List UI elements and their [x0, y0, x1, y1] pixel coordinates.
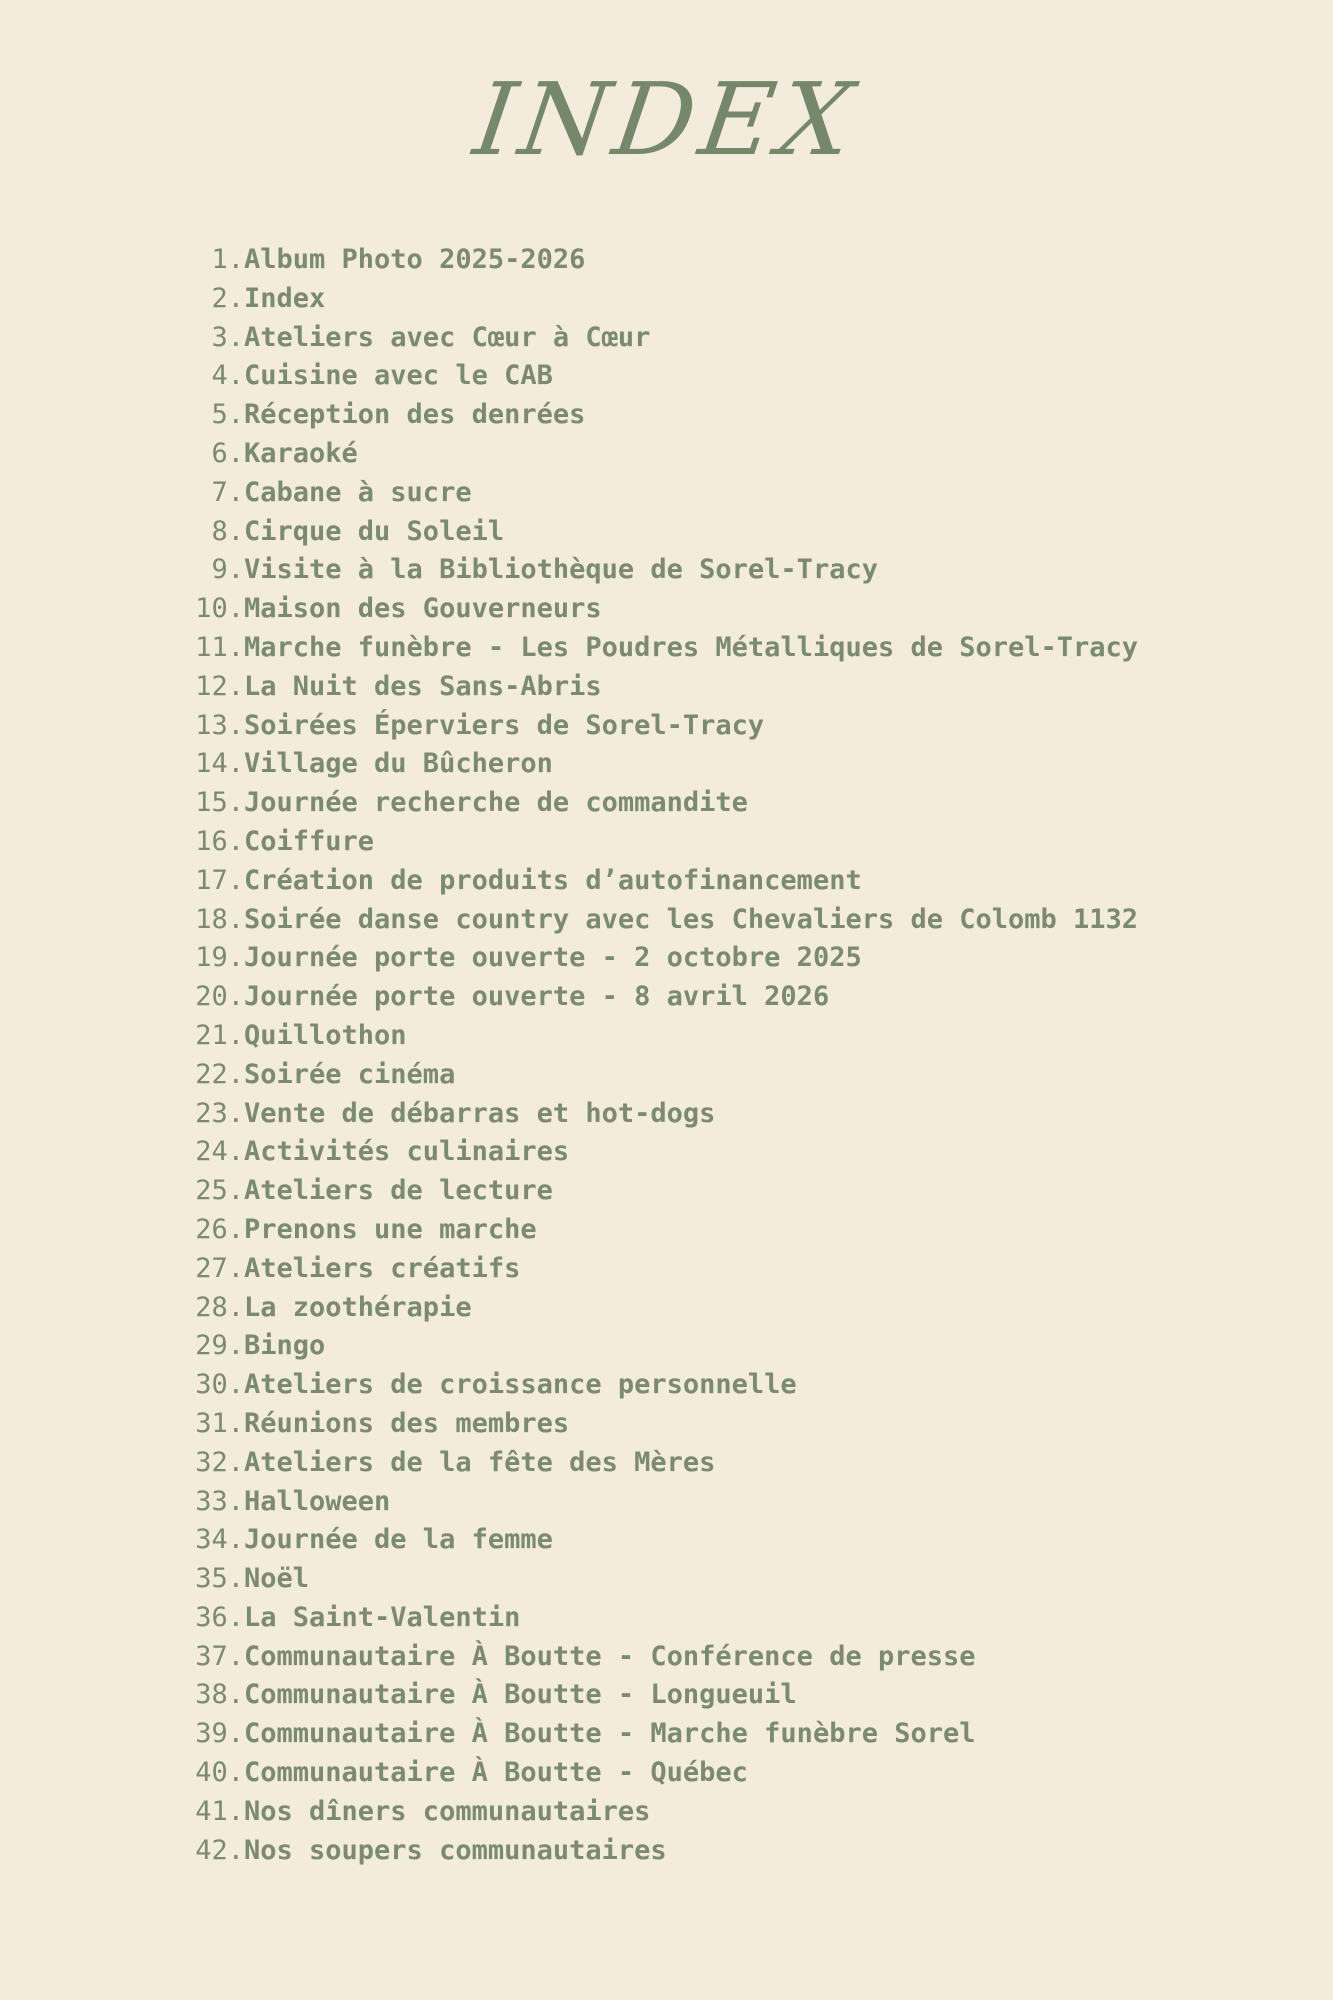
index-item-label: Album Photo 2025-2026 [244, 244, 586, 275]
index-item-number: 34. [195, 1524, 244, 1556]
index-item-number: 32. [195, 1446, 244, 1478]
index-item [180, 1172, 1138, 1211]
page-title: INDEX [467, 61, 866, 178]
index-item [180, 1405, 1138, 1444]
index-item-number: 12. [195, 670, 244, 702]
index-item [180, 1133, 1138, 1172]
index-item [180, 396, 1138, 435]
index-item [180, 629, 1138, 668]
index-item-number: 3. [211, 321, 244, 353]
index-item [180, 1327, 1138, 1366]
index-item-label: Prenons une marche [244, 1213, 537, 1245]
index-item [180, 319, 1138, 358]
index-item [180, 978, 1138, 1017]
index-item [180, 668, 1138, 707]
index-item-label: Soirées Éperviers de Sorel-Tracy [244, 709, 765, 741]
index-item [180, 1521, 1138, 1560]
index-item-number: 36. [195, 1601, 244, 1633]
index-item [180, 1599, 1138, 1638]
index-item-label: Village du Bûcheron [244, 748, 553, 780]
index-item-label: Quillothon [244, 1019, 407, 1051]
index-item-number: 4. [211, 360, 244, 392]
index-item-label: Cabane à sucre [244, 476, 472, 508]
index-item [180, 1366, 1138, 1405]
index-item-number: 13. [195, 709, 244, 741]
index-item [180, 590, 1138, 629]
index-item-number: 20. [195, 981, 244, 1013]
index-item-label: Communautaire À Boutte - Marche funèbre Sorel [244, 1718, 976, 1750]
index-item-number: 33. [195, 1485, 244, 1517]
index-item-label: La Nuit des Sans-Abris [244, 670, 602, 702]
index-item [180, 1250, 1138, 1289]
index-item [180, 784, 1138, 823]
index-item-label: Communautaire À Boutte - Québec [244, 1757, 748, 1789]
index-item [180, 1793, 1138, 1832]
index-item [180, 1560, 1138, 1599]
index-item-number: 11. [195, 631, 244, 663]
index-item-label: Index [244, 282, 326, 314]
index-item-number: 21. [195, 1019, 244, 1051]
index-item-label: Journée de la femme [244, 1524, 553, 1556]
index-item [180, 901, 1138, 940]
index-item-number: 19. [195, 942, 244, 974]
index-item-label: Noël [244, 1563, 310, 1595]
index-item-number: 29. [195, 1330, 244, 1362]
index-item-label: Journée recherche de commandite [244, 787, 748, 819]
index-item-number: 15. [195, 787, 244, 819]
index-item-label: Création de produits d’autofinancement [244, 864, 862, 896]
index-item [180, 1444, 1138, 1483]
index-item-number: 23. [195, 1097, 244, 1129]
index-item-label: Nos dîners communautaires [244, 1795, 651, 1827]
index-item-label: Ateliers de lecture [244, 1175, 553, 1207]
index-item-label: Cirque du Soleil [244, 515, 505, 547]
index-item-number: 18. [195, 903, 244, 935]
index-item [180, 474, 1138, 513]
index-item [180, 823, 1138, 862]
index-item-number: 35. [195, 1563, 244, 1595]
index-item [180, 1017, 1138, 1056]
index-item-label: Activités culinaires [244, 1136, 570, 1168]
index-item [180, 241, 1138, 280]
index-item-number: 10. [195, 593, 244, 625]
index-item-label: Journée porte ouverte - 2 octobre 2025 [244, 942, 862, 974]
index-item [180, 1056, 1138, 1095]
index-item-label: Ateliers créatifs [244, 1252, 521, 1284]
index-item-number: 14. [195, 748, 244, 780]
index-item-number: 31. [195, 1407, 244, 1439]
index-item [180, 862, 1138, 901]
index-item-number: 39. [195, 1718, 244, 1750]
index-item-label: Marche funèbre - Les Poudres Métalliques de Sorel-Tracy [244, 631, 1139, 663]
index-item-label: Communautaire À Boutte - Longueuil [244, 1679, 797, 1711]
index-item [180, 1638, 1138, 1677]
index-item-number: 38. [195, 1679, 244, 1711]
index-item-number: 42. [195, 1834, 244, 1866]
index-item-label: Réception des denrées [244, 399, 586, 431]
index-item [180, 1095, 1138, 1134]
index-item-number: 40. [195, 1757, 244, 1789]
index-item [180, 1483, 1138, 1522]
index-item [180, 280, 1138, 319]
index-item-number: 25. [195, 1175, 244, 1207]
index-item-label: Halloween [244, 1485, 391, 1517]
index-item-number: 26. [195, 1213, 244, 1245]
index-item [180, 357, 1138, 396]
index-item [180, 939, 1138, 978]
index-item-label: Ateliers de la fête des Mères [244, 1446, 716, 1478]
index-item [180, 435, 1138, 474]
index-item-label: Soirée danse country avec les Chevaliers de Colomb 1132 [244, 903, 1139, 935]
index-item-label: Bingo [244, 1330, 326, 1362]
index-item-label: La zoothérapie [244, 1291, 472, 1323]
index-item-number: 24. [195, 1136, 244, 1168]
index-item-label: Journée porte ouverte - 8 avril 2026 [244, 981, 830, 1013]
index-item-label: Ateliers avec Cœur à Cœur [244, 321, 651, 353]
index-item [180, 1676, 1138, 1715]
index-item [180, 1754, 1138, 1793]
index-item-number: 2. [211, 282, 244, 314]
index-item [180, 1832, 1138, 1871]
index-item-number: 6. [211, 437, 244, 469]
index-item-number: 5. [211, 399, 244, 431]
index-item-label: Visite à la Bibliothèque de Sorel-Tracy [244, 554, 878, 586]
index-item [180, 707, 1138, 746]
index-item-label: Vente de débarras et hot-dogs [244, 1097, 716, 1129]
index-list [180, 241, 1138, 1870]
index-item-label: Coiffure [244, 825, 375, 857]
index-item-number: 1. [211, 244, 244, 275]
index-item-number: 28. [195, 1291, 244, 1323]
index-item [180, 1715, 1138, 1754]
index-item-label: Cuisine avec le CAB [244, 360, 553, 392]
index-item-number: 17. [195, 864, 244, 896]
index-item [180, 513, 1138, 552]
index-item-number: 8. [211, 515, 244, 547]
index-item-number: 9. [211, 554, 244, 586]
index-item-label: Karaoké [244, 437, 358, 469]
index-item-label: Ateliers de croissance personnelle [244, 1369, 797, 1401]
index-item-number: 37. [195, 1640, 244, 1672]
index-item-label: Communautaire À Boutte - Conférence de presse [244, 1640, 976, 1672]
index-item-number: 16. [195, 825, 244, 857]
index-item-label: Soirée cinéma [244, 1058, 456, 1090]
index-item-number: 41. [195, 1795, 244, 1827]
index-item-label: La Saint-Valentin [244, 1601, 521, 1633]
index-item [180, 1211, 1138, 1250]
index-item [180, 1289, 1138, 1328]
index-item-number: 27. [195, 1252, 244, 1284]
index-item [180, 551, 1138, 590]
index-item-label: Réunions des membres [244, 1407, 570, 1439]
index-item-number: 22. [195, 1058, 244, 1090]
index-item-number: 30. [195, 1369, 244, 1401]
index-item-number: 7. [211, 476, 244, 508]
index-item-label: Maison des Gouverneurs [244, 593, 602, 625]
index-item-label: Nos soupers communautaires [244, 1834, 667, 1866]
index-item [180, 745, 1138, 784]
